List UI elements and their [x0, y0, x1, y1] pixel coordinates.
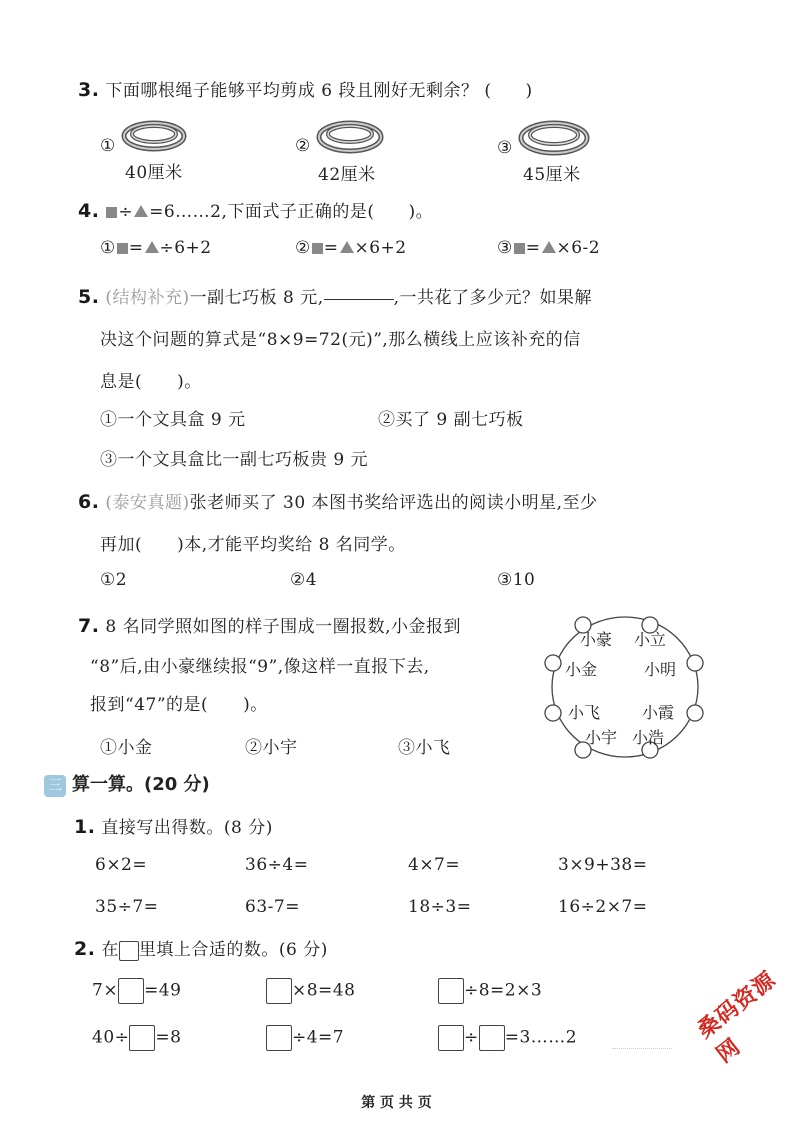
q4-divide: ÷	[118, 202, 134, 222]
q5-line2: 决这个问题的算式是“8×9=72(元)”,那么横线上应该补充的信	[100, 330, 581, 350]
student-name-hao: 小豪	[580, 630, 613, 649]
rope-45-image	[517, 117, 593, 159]
square-symbol-icon	[514, 243, 525, 254]
seat-circle	[687, 655, 703, 671]
q4-option-1: ① = ÷6+2	[100, 238, 212, 258]
calc1-r2c4: 16÷2×7=	[558, 897, 648, 917]
section-title: 算一算。(20 分)	[72, 774, 210, 795]
triangle-symbol-icon	[340, 241, 354, 253]
q6-option-2: ②4	[290, 570, 318, 590]
q4-option-3: ③ = ×6-2	[497, 238, 601, 258]
q6-option-3: ③10	[497, 570, 536, 590]
answer-box[interactable]	[266, 1025, 292, 1051]
watermark-text: 桑码资源网	[693, 967, 781, 1069]
q5-option-3: ③一个文具盒比一副七巧板贵 9 元	[100, 450, 369, 470]
q5-text-a: 一副七巧板 8 元,	[189, 288, 324, 308]
q3-stem: 3. 下面哪根绳子能够平均剪成 6 段且刚好无剩余？ ( )	[78, 79, 533, 101]
page-footer: 第 页 共 页	[361, 1095, 432, 1111]
q7-line3: 报到“47”的是( )。	[90, 695, 268, 715]
student-name-fei: 小飞	[568, 703, 601, 722]
q3-option-1-mark: ①	[100, 136, 116, 156]
student-name-ming: 小明	[644, 660, 677, 679]
q4-number: 4.	[78, 200, 100, 222]
q6-option-1: ①2	[100, 570, 128, 590]
q7-text: 8 名同学照如图的样子围成一圈报数,小金报到	[105, 617, 461, 637]
q3-number: 3.	[78, 79, 100, 101]
q4-option-2: ② = ×6+2	[295, 238, 407, 258]
calc1-r1c4: 3×9+38=	[558, 855, 648, 875]
q5-number: 5.	[78, 286, 100, 308]
q6-number: 6.	[78, 491, 100, 513]
calc1-title: 直接写出得数。(8 分)	[101, 818, 273, 838]
q5-text-b: ,一共花了多少元？如果解	[393, 288, 593, 308]
triangle-symbol-icon	[134, 205, 148, 217]
triangle-symbol-icon	[542, 241, 556, 253]
students-circle-diagram	[540, 605, 715, 765]
q7-line1	[78, 612, 461, 637]
q3-option-3-label: 45厘米	[523, 165, 581, 185]
answer-box[interactable]	[129, 1025, 155, 1051]
seat-circle	[545, 655, 561, 671]
section-3-header	[44, 770, 210, 797]
q4-text: =6……2,下面式子正确的是(	[149, 202, 375, 222]
q3-option-2-mark: ②	[295, 136, 311, 156]
q5-option-1: ①一个文具盒 9 元	[100, 410, 246, 430]
calc2-r2c3: ÷ =3……2	[438, 1025, 577, 1051]
triangle-symbol-icon	[145, 241, 159, 253]
answer-box[interactable]	[438, 1025, 464, 1051]
q3-option-1-label: 40厘米	[125, 163, 183, 183]
calc2-r2c1: 40÷ =8	[92, 1025, 181, 1051]
q4-text-end: )。	[408, 202, 434, 222]
calc2-r1c2: ×8=48	[266, 978, 355, 1004]
square-symbol-icon	[312, 243, 323, 254]
calc1-r2c1: 35÷7=	[95, 897, 159, 917]
calc1-r2c2: 63-7=	[245, 897, 300, 917]
q6-text: 张老师买了 30 本图书奖给评选出的阅读小明星,至少	[189, 493, 598, 513]
q5-tag: (结构补充)	[105, 288, 190, 308]
student-name-yu: 小宇	[585, 728, 618, 747]
q6-line2: 再加( )本,才能平均奖给 8 名同学。	[100, 535, 406, 555]
faint-dotted-line	[612, 1048, 672, 1049]
calc2-r1c1: 7× =49	[92, 978, 181, 1004]
q3-option-2-label: 42厘米	[318, 165, 376, 185]
answer-box-icon	[119, 941, 139, 961]
q7-number: 7.	[78, 615, 100, 637]
square-symbol-icon	[106, 207, 117, 218]
q3-option-3-mark: ③	[497, 138, 513, 158]
q5-line1	[78, 283, 592, 308]
q7-option-3: ③小飞	[398, 738, 451, 758]
calc2-number: 2.	[74, 938, 96, 960]
seat-circle	[687, 705, 703, 721]
rope-42-image	[315, 117, 387, 157]
calc1-r2c3: 18÷3=	[408, 897, 472, 917]
student-name-hao2: 小浩	[632, 728, 665, 747]
calc1-r1c2: 36÷4=	[245, 855, 309, 875]
calc1-title-row	[74, 813, 273, 838]
calc1-r1c1: 6×2=	[95, 855, 148, 875]
answer-box[interactable]	[118, 978, 144, 1004]
q5-option-2: ②买了 9 副七巧板	[378, 410, 524, 430]
q6-line1	[78, 488, 597, 513]
q6-tag: (泰安真题)	[105, 493, 190, 513]
answer-box[interactable]	[438, 978, 464, 1004]
rope-40-image	[120, 117, 190, 155]
calc2-title-row: 2. 在 里填上合适的数。(6 分)	[74, 938, 328, 960]
answer-box[interactable]	[266, 978, 292, 1004]
calc1-number: 1.	[74, 816, 96, 838]
calc2-r2c2: ÷4=7	[266, 1025, 344, 1051]
seat-circle	[545, 705, 561, 721]
answer-box[interactable]	[479, 1025, 505, 1051]
q5-line3: 息是( )。	[100, 372, 202, 392]
q3-text: 下面哪根绳子能够平均剪成 6 段且刚好无剩余？	[105, 81, 479, 101]
q7-line2: “8”后,由小豪继续报“9”,像这样一直报下去,	[90, 657, 430, 677]
student-name-xia: 小霞	[642, 703, 675, 722]
calc1-r1c3: 4×7=	[408, 855, 461, 875]
student-name-li: 小立	[634, 630, 667, 649]
calc2-r1c3: ÷8=2×3	[438, 978, 542, 1004]
section-badge: 三	[44, 775, 66, 797]
student-name-jin: 小金	[565, 660, 598, 679]
q4-stem	[78, 197, 433, 222]
q7-option-2: ②小宇	[245, 738, 298, 758]
q7-option-1: ①小金	[100, 738, 153, 758]
square-symbol-icon	[117, 243, 128, 254]
q5-fill-blank[interactable]	[324, 298, 394, 300]
